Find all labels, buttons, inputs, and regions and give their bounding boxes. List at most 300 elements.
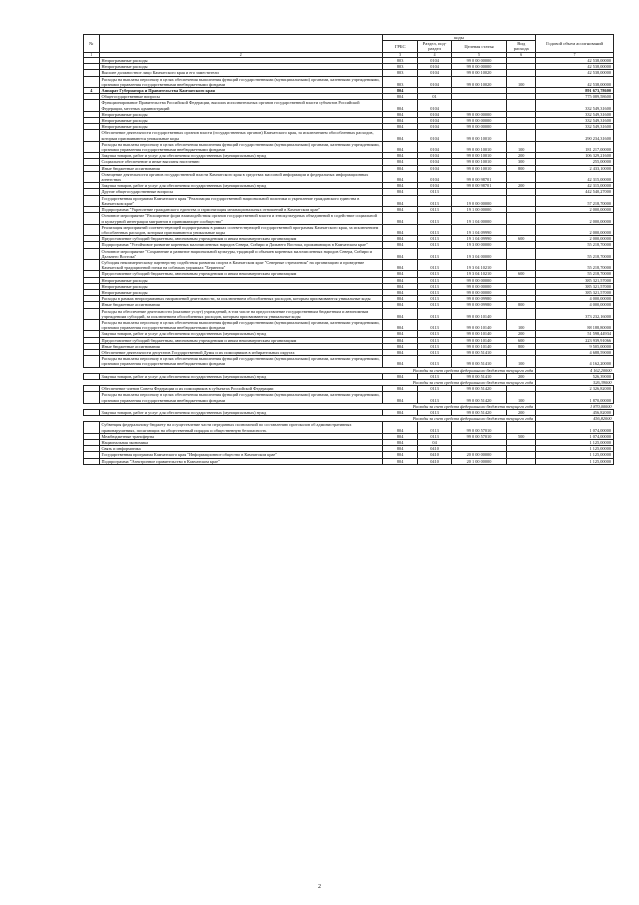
row-section: 0104: [418, 70, 451, 76]
row-grbs: 804: [382, 118, 418, 124]
row-expense-type: [507, 213, 536, 224]
row-grbs: 804: [382, 440, 418, 446]
row-amount: 1 074,00000: [536, 433, 614, 439]
row-name: Социальное обеспечение и иные выплаты населению: [99, 159, 382, 165]
row-name: Межбюджетные трансферты: [99, 433, 382, 439]
row-name: Подпрограмма "Устойчивое развитие коренных малочисленных народов Севера, Сибири и Дальнего Востока, проживающих в Камчатском крае": [99, 242, 382, 248]
row-amount: 4 688,59000: [536, 349, 614, 355]
row-name: Обеспечение деятельности депутатов Государственной Думы и их помощников в избирательных округах: [99, 349, 382, 355]
row-name: Закупка товаров, работ и услуг для обеспечения государственных (муниципальных) нужд: [99, 410, 382, 416]
row-grbs: 804: [382, 331, 418, 337]
row-target-article: 99 0 00 51420: [451, 392, 507, 403]
row-section: 0113: [418, 289, 451, 295]
row-target-article: 99 0 00 00000: [451, 124, 507, 130]
row-expense-type: [507, 171, 536, 182]
table-row: [84, 76, 614, 87]
row-amount: 373 232,16000: [536, 308, 614, 319]
row-target-article: 19 3 04 10210: [451, 259, 507, 270]
row-section: 0113: [418, 248, 451, 259]
note-text: Расходы за счет средств федерального бюджета текущего года: [84, 416, 536, 422]
column-number: 4: [418, 52, 451, 57]
row-expense-type: 800: [507, 343, 536, 349]
row-number: [84, 195, 100, 206]
table-body: [84, 58, 614, 465]
row-section: 0113: [418, 283, 451, 289]
row-number: [84, 356, 100, 367]
row-amount: 42 538,00000: [536, 58, 614, 64]
column-number: 3: [382, 52, 418, 57]
row-target-article: 19 1 00 00000: [451, 207, 507, 213]
row-amount: 1 125,00000: [536, 440, 614, 446]
row-expense-type: 200: [507, 410, 536, 416]
table-row: [84, 130, 614, 141]
column-number: 6: [507, 52, 536, 57]
row-section: 0410: [418, 458, 451, 464]
row-target-article: 99 0 00 09980: [451, 296, 507, 302]
row-grbs: 804: [382, 373, 418, 379]
row-target-article: 19 1 04 00000: [451, 213, 507, 224]
row-name: Основное мероприятие "Сохранение и развитие национальной культуры, традиций и обычаев коренных малочисленных народов Севера, Сибири и Дальнего Востока": [99, 248, 382, 259]
row-amount: 775 089,58600: [536, 94, 614, 100]
table-row: [84, 224, 614, 235]
row-amount: 1 074,00000: [536, 422, 614, 433]
row-amount: 88 188,80000: [536, 319, 614, 330]
row-amount: 332 549,31600: [536, 118, 614, 124]
table-row: [84, 392, 614, 403]
row-grbs: 804: [382, 183, 418, 189]
row-name: Закупка товаров, работ и услуг для обеспечения государственных (муниципальных) нужд: [99, 183, 382, 189]
row-grbs: 804: [382, 319, 418, 330]
row-name: Подпрограмма "Электронное правительство в Камчатском крае": [99, 458, 382, 464]
row-number: [84, 213, 100, 224]
header-name: [99, 35, 382, 53]
row-section: 0104: [418, 76, 451, 87]
row-target-article: 99 0 00 00000: [451, 277, 507, 283]
row-name: Обеспечение деятельности государственных органов власти (государственных органов) Камчатского края, за исключением обособленных расходов, которым присваиваются уникальные коды: [99, 130, 382, 141]
row-section: 0104: [418, 183, 451, 189]
row-name: Закупка товаров, работ и услуг для обеспечения государственных (муниципальных) нужд: [99, 153, 382, 159]
row-number: [84, 308, 100, 319]
row-expense-type: [507, 422, 536, 433]
row-name: Национальная экономика: [99, 440, 382, 446]
row-number: [84, 259, 100, 270]
row-target-article: 99 0 00 10010: [451, 141, 507, 152]
row-grbs: 804: [382, 386, 418, 392]
row-target-article: 99 0 00 10010: [451, 130, 507, 141]
row-name: Субсидия некоммерческому партнерству содействия развития спорта в Камчатском крае "Северные стремления" на организацию и проведение Камчатской традиционной гонки на собачьих упряжках "Берингия": [99, 259, 382, 270]
row-name: Подпрограмма "Укрепление гражданского единства и гармонизация межнациональных отношений в Камчатском крае": [99, 207, 382, 213]
row-grbs: 804: [382, 277, 418, 283]
row-grbs: 804: [382, 130, 418, 141]
row-grbs: 804: [382, 100, 418, 111]
row-expense-type: 600: [507, 337, 536, 343]
row-expense-type: 100: [507, 319, 536, 330]
row-name: Предоставление субсидий бюджетным, автономным учреждениям и иным некоммерческим организациям: [99, 271, 382, 277]
row-section: 04: [418, 440, 451, 446]
row-name: Функционирование Правительства Российской Федерации, высших исполнительных органов государственной власти субъектов Российской Федерации, местных администраций: [99, 100, 382, 111]
row-expense-type: 600: [507, 236, 536, 242]
row-grbs: 804: [382, 195, 418, 206]
row-section: 0113: [418, 386, 451, 392]
row-name: Непрограммные расходы: [99, 64, 382, 70]
row-amount: 2 000,00000: [536, 224, 614, 235]
row-target-article: 99 0 00 98701: [451, 183, 507, 189]
row-target-article: 20 1 00 00000: [451, 458, 507, 464]
row-section: 0104: [418, 64, 451, 70]
row-target-article: 99 0 00 10010: [451, 165, 507, 171]
row-section: 0113: [418, 242, 451, 248]
row-grbs: 804: [382, 271, 418, 277]
row-expense-type: 200: [507, 153, 536, 159]
row-section: 0104: [418, 130, 451, 141]
row-amount: 1 125,00000: [536, 452, 614, 458]
row-section: 0113: [418, 343, 451, 349]
row-grbs: 804: [382, 236, 418, 242]
table-row: [84, 213, 614, 224]
row-grbs: 804: [382, 189, 418, 195]
header-expense-type: Вид расхода: [507, 41, 536, 52]
row-section: 0104: [418, 118, 451, 124]
row-amount: 332 549,31600: [536, 124, 614, 130]
row-amount: 42 538,00000: [536, 64, 614, 70]
row-grbs: 804: [382, 458, 418, 464]
row-amount: 332 549,31600: [536, 111, 614, 117]
row-number: [84, 248, 100, 259]
row-name: Государственная программа Камчатского края "Информационное общество в Камчатском крае": [99, 452, 382, 458]
header-target-article: Целевая статья: [451, 41, 507, 52]
row-section: 0104: [418, 141, 451, 152]
row-name: Связь и информатика: [99, 446, 382, 452]
row-name: Реализация мероприятий соответствующей подпрограммы в рамках соответствующей государственной программы Камчатского края, за исключением обособленных расходов, которым присваиваются уникальные коды: [99, 224, 382, 235]
row-section: 0113: [418, 392, 451, 403]
row-expense-type: [507, 100, 536, 111]
note-amount: 1 870,00000: [536, 403, 614, 409]
row-name: Аппарат Губернатора и Правительства Камчатского края: [99, 88, 382, 94]
row-target-article: 99 0 00 51420: [451, 410, 507, 416]
row-amount: 442 540,27000: [536, 189, 614, 195]
row-grbs: 804: [382, 296, 418, 302]
row-grbs: 804: [382, 349, 418, 355]
row-section: 0113: [418, 189, 451, 195]
header-section: Раздел, под-раздел: [418, 41, 451, 52]
table-row: [84, 458, 614, 464]
row-amount: 55 218,70000: [536, 248, 614, 259]
row-grbs: 804: [382, 259, 418, 270]
column-number: 5: [451, 52, 507, 57]
row-expense-type: 100: [507, 356, 536, 367]
row-grbs: 804: [382, 124, 418, 130]
row-name: Расходы на выплаты персоналу в целях обеспечения выполнения функций государственными (муниципальными) органами, казенными учреждениями, органами управления государственными внебюджетными фондами: [99, 76, 382, 87]
row-section: 0104: [418, 171, 451, 182]
row-expense-type: [507, 259, 536, 270]
row-grbs: 804: [382, 224, 418, 235]
row-number: 4: [84, 88, 100, 94]
row-target-article: 99 0 00 51410: [451, 349, 507, 355]
note-amount: 4 162,20000: [536, 367, 614, 373]
row-section: 0104: [418, 100, 451, 111]
row-name: Расходы на выплаты персоналу в целях обеспечения выполнения функций государственными (муниципальными) органами, казенными учреждениями, органами управления государственными внебюджетными фондами: [99, 319, 382, 330]
column-number: 1: [84, 52, 100, 57]
row-amount: 55 218,70000: [536, 271, 614, 277]
row-section: 0113: [418, 356, 451, 367]
row-expense-type: 200: [507, 373, 536, 379]
row-expense-type: 800: [507, 302, 536, 308]
row-target-article: 99 0 00 00000: [451, 283, 507, 289]
row-number: [84, 100, 100, 111]
note-text: Расходы за счет средств федерального бюджета текущего года: [84, 379, 536, 385]
row-section: 0410: [418, 446, 451, 452]
row-section: 0113: [418, 207, 451, 213]
row-section: 0104: [418, 111, 451, 117]
row-grbs: 804: [382, 165, 418, 171]
row-name: Субвенция федеральному бюджету на осуществление части переданных полномочий по составлению протоколов об административных правонарушениях, посягающих на общественный порядок и общественную безопасность: [99, 422, 382, 433]
row-amount: 57 218,70000: [536, 195, 614, 206]
row-amount: 4 000,00000: [536, 302, 614, 308]
row-grbs: 804: [382, 153, 418, 159]
row-amount: 1 870,00000: [536, 392, 614, 403]
row-target-article: 19 1 04 09990: [451, 224, 507, 235]
row-section: 0113: [418, 259, 451, 270]
row-amount: 332 549,31600: [536, 100, 614, 111]
row-section: 0113: [418, 410, 451, 416]
row-amount: 106 329,21600: [536, 153, 614, 159]
row-amount: 2 000,00000: [536, 236, 614, 242]
row-grbs: 804: [382, 356, 418, 367]
row-section: 0113: [418, 224, 451, 235]
row-number: [84, 171, 100, 182]
row-grbs: 804: [382, 248, 418, 259]
row-name: Расходы на обеспечение деятельности (оказание услуг) учреждений, в том числе на предоставление государственным бюджетным и автономным учреждениям субсидий, за исключением обособленных расходов, которым присваиваются уникальные коды: [99, 308, 382, 319]
row-target-article: 99 0 00 10010: [451, 159, 507, 165]
row-section: 0113: [418, 319, 451, 330]
row-name: Высшее должностное лицо Камчатского края и его заместители: [99, 70, 382, 76]
row-target-article: 99 0 00 10140: [451, 319, 507, 330]
row-target-article: 99 0 00 10140: [451, 343, 507, 349]
row-expense-type: 800: [507, 165, 536, 171]
row-target-article: 99 0 00 00000: [451, 64, 507, 70]
row-amount: 1 125,00000: [536, 458, 614, 464]
note-text: Расходы за счет средств федерального бюджета текущего года: [84, 403, 536, 409]
row-amount: 55 218,70000: [536, 259, 614, 270]
row-target-article: 20 0 00 00000: [451, 452, 507, 458]
row-name: Непрограммные расходы: [99, 118, 382, 124]
row-number: [84, 224, 100, 235]
row-expense-type: 500: [507, 433, 536, 439]
table-row: [84, 356, 614, 367]
row-name: Освещение деятельности органов государственной власти Камчатского края в средствах массовой информации и федеральных информационных агентствах: [99, 171, 382, 182]
row-amount: 223 939,91066: [536, 337, 614, 343]
row-target-article: 19 0 00 00000: [451, 195, 507, 206]
header-codes: коды: [382, 35, 535, 41]
row-amount: 181 217,00000: [536, 141, 614, 152]
row-expense-type: 100: [507, 76, 536, 87]
row-target-article: 99 0 00 10020: [451, 76, 507, 87]
row-grbs: 803: [382, 58, 418, 64]
row-target-article: 99 0 00 51410: [451, 356, 507, 367]
row-grbs: 804: [382, 111, 418, 117]
row-name: Непрограммные расходы: [99, 111, 382, 117]
row-section: 0410: [418, 452, 451, 458]
note-amount: 456,82000: [536, 416, 614, 422]
row-grbs: 804: [382, 337, 418, 343]
row-section: 0113: [418, 422, 451, 433]
row-grbs: 804: [382, 283, 418, 289]
row-name: Непрограммные расходы: [99, 124, 382, 130]
row-amount: 290 234,31600: [536, 130, 614, 141]
row-grbs: 804: [382, 242, 418, 248]
row-amount: 42 315,00000: [536, 183, 614, 189]
row-grbs: 804: [382, 171, 418, 182]
budget-allocation-table: [83, 34, 614, 465]
row-target-article: 99 0 00 09980: [451, 302, 507, 308]
row-section: 0113: [418, 373, 451, 379]
row-section: 0104: [418, 153, 451, 159]
row-name: Закупка товаров, работ и услуг для обеспечения государственных (муниципальных) нужд: [99, 331, 382, 337]
row-amount: 385 321,57000: [536, 277, 614, 283]
row-name: Основное мероприятие "Расширение форм взаимодействия органов государственной власти и этнокультурных объединений в содействие социальной и культурной интеграции мигрантов в принимающее сообщество": [99, 213, 382, 224]
row-amount: 456,82000: [536, 410, 614, 416]
row-expense-type: 600: [507, 271, 536, 277]
row-section: 0113: [418, 277, 451, 283]
row-section: 0113: [418, 236, 451, 242]
row-name: Предоставление субсидий бюджетным, автономным учреждениям и иным некоммерческим организациям: [99, 236, 382, 242]
row-number: [84, 130, 100, 141]
row-target-article: 99 0 00 57010: [451, 433, 507, 439]
row-section: 0104: [418, 165, 451, 171]
row-target-article: 99 0 00 51420: [451, 386, 507, 392]
row-section: 0113: [418, 302, 451, 308]
table-row: [84, 248, 614, 259]
row-grbs: 804: [382, 302, 418, 308]
row-target-article: 99 0 00 00000: [451, 58, 507, 64]
row-number: [84, 458, 100, 464]
table-row: [84, 100, 614, 111]
row-name: Обеспечение членов Совета Федерации и их помощников в субъектах Российской Федерации: [99, 386, 382, 392]
row-expense-type: [507, 458, 536, 464]
row-target-article: 99 0 00 10140: [451, 331, 507, 337]
row-expense-type: [507, 195, 536, 206]
row-name: Предоставление субсидий бюджетным, автономным учреждениям и иным некоммерческим организациям: [99, 337, 382, 343]
column-number: 7: [536, 52, 614, 57]
row-name: Расходы на выплаты персоналу в целях обеспечения выполнения функций государственными (муниципальными) органами, казенными учреждениями, органами управления государственными внебюджетными фондами: [99, 141, 382, 152]
row-section: 0113: [418, 337, 451, 343]
row-number: [84, 422, 100, 433]
table-row: [84, 319, 614, 330]
row-expense-type: 300: [507, 159, 536, 165]
row-grbs: 804: [382, 207, 418, 213]
row-target-article: 19 1 04 09990: [451, 236, 507, 242]
row-number: [84, 141, 100, 152]
row-number: [84, 392, 100, 403]
row-expense-type: [507, 248, 536, 259]
note-amount: 526,39000: [536, 379, 614, 385]
row-section: 0113: [418, 296, 451, 302]
row-grbs: 804: [382, 159, 418, 165]
row-number: [84, 319, 100, 330]
row-section: 0113: [418, 433, 451, 439]
row-target-article: 19 3 04 00000: [451, 248, 507, 259]
row-amount: 526,39000: [536, 373, 614, 379]
row-amount: 9 505,00000: [536, 343, 614, 349]
row-expense-type: [507, 130, 536, 141]
row-target-article: 99 0 00 10140: [451, 308, 507, 319]
row-name: Иные бюджетные ассигнования: [99, 302, 382, 308]
row-name: Иные бюджетные ассигнования: [99, 343, 382, 349]
row-target-article: 19 3 04 10210: [451, 271, 507, 277]
row-section: 0113: [418, 308, 451, 319]
row-grbs: 803: [382, 76, 418, 87]
row-section: 01: [418, 94, 451, 100]
row-grbs: 804: [382, 308, 418, 319]
row-expense-type: 200: [507, 183, 536, 189]
row-grbs: 804: [382, 289, 418, 295]
row-name: Расходы на выплаты персоналу в целях обеспечения выполнения функций государственными (муниципальными) органами, казенными учреждениями, органами управления государственными внебюджетными фондами: [99, 356, 382, 367]
row-name: Иные бюджетные ассигнования: [99, 165, 382, 171]
row-grbs: 803: [382, 70, 418, 76]
row-expense-type: 100: [507, 392, 536, 403]
row-section: 0104: [418, 124, 451, 130]
row-grbs: 804: [382, 452, 418, 458]
row-target-article: 99 0 00 57010: [451, 422, 507, 433]
table-row: [84, 195, 614, 206]
row-section: 0113: [418, 271, 451, 277]
header-number: №: [84, 35, 100, 53]
row-grbs: 804: [382, 392, 418, 403]
row-grbs: 804: [382, 88, 418, 94]
row-name: Непрограммные расходы: [99, 283, 382, 289]
row-target-article: 99 0 00 00000: [451, 289, 507, 295]
row-target-article: [451, 100, 507, 111]
row-grbs: 804: [382, 94, 418, 100]
row-name: Расходы в рамках непрограммных направлений деятельности, за исключением обособленных расходов, которым присваиваются уникальные коды: [99, 296, 382, 302]
row-grbs: 804: [382, 433, 418, 439]
row-section: 0113: [418, 213, 451, 224]
table-row: [84, 141, 614, 152]
row-section: 0104: [418, 58, 451, 64]
row-expense-type: 200: [507, 331, 536, 337]
row-target-article: 99 0 00 10020: [451, 70, 507, 76]
row-amount: 2 000,00000: [536, 213, 614, 224]
row-expense-type: [507, 308, 536, 319]
row-grbs: 803: [382, 64, 418, 70]
row-amount: 891 673,78600: [536, 88, 614, 94]
row-amount: 2 433,10000: [536, 165, 614, 171]
row-target-article: 99 0 00 98701: [451, 171, 507, 182]
row-target-article: 99 0 00 00000: [451, 111, 507, 117]
row-grbs: 804: [382, 422, 418, 433]
row-target-article: 99 0 00 10140: [451, 337, 507, 343]
page-number: 2: [318, 884, 321, 890]
note-text: Расходы за счет средств федерального бюджета текущего года: [84, 367, 536, 373]
row-grbs: 804: [382, 213, 418, 224]
row-section: 0104: [418, 159, 451, 165]
row-amount: 4 162,20000: [536, 356, 614, 367]
row-section: 0113: [418, 349, 451, 355]
row-grbs: 804: [382, 141, 418, 152]
table-row: [84, 259, 614, 270]
row-expense-type: [507, 224, 536, 235]
row-amount: 385 321,57000: [536, 283, 614, 289]
row-section: 0113: [418, 331, 451, 337]
row-amount: 51 598,44934: [536, 331, 614, 337]
row-amount: 42 538,00000: [536, 70, 614, 76]
row-amount: 255,00000: [536, 159, 614, 165]
row-target-article: 99 0 00 00000: [451, 118, 507, 124]
row-section: 0113: [418, 195, 451, 206]
table-row: [84, 422, 614, 433]
row-amount: 55 218,70000: [536, 242, 614, 248]
row-name: Общегосударственные вопросы: [99, 94, 382, 100]
